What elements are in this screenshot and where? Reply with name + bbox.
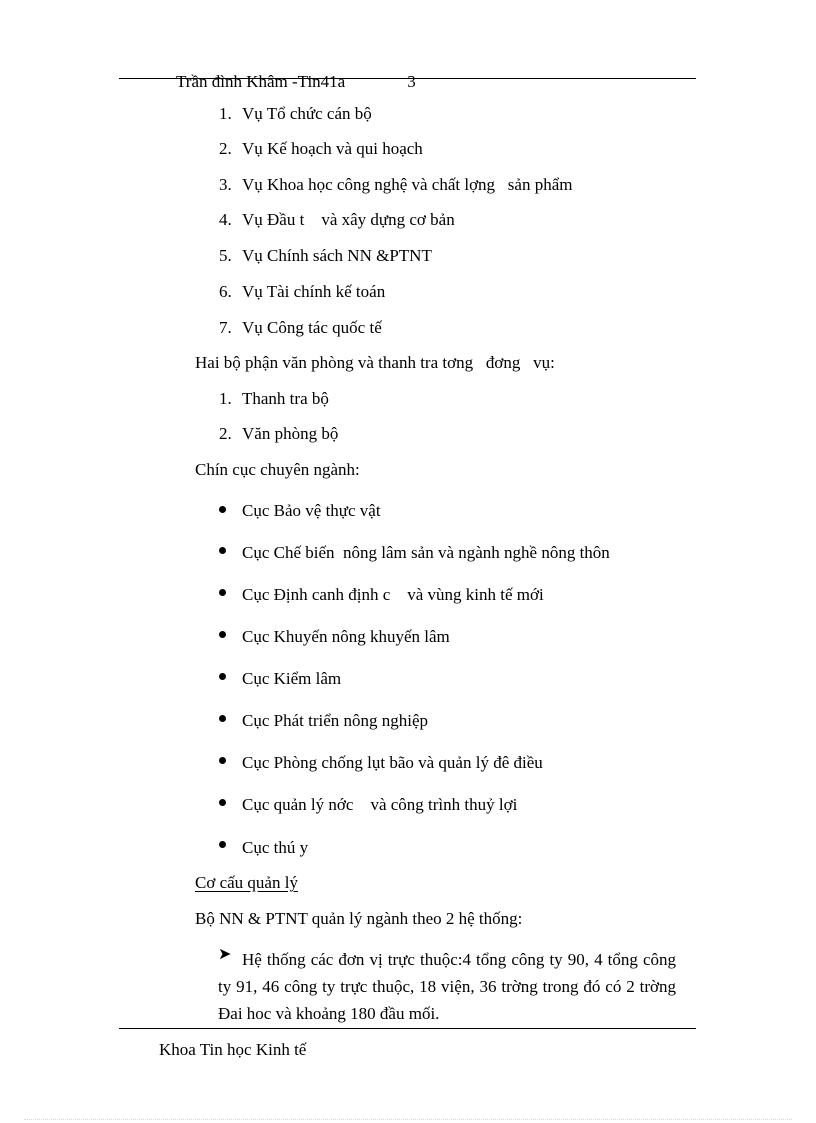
list-item: Cục Phòng chống lụt bão và quản lý đê điều [242, 753, 543, 772]
list-item: Vụ Tổ chức cán bộ [242, 104, 372, 123]
bullet-icon [219, 799, 226, 806]
bullet-icon [219, 589, 226, 596]
list-item: Vụ Khoa học công nghệ và chất lợng sản phẩm [242, 175, 573, 194]
bullet-icon [219, 506, 226, 513]
structure-heading: Cơ cấu quản lý [195, 873, 298, 892]
list-item: Cục quản lý nớc và công trình thuỷ lợi [242, 795, 518, 814]
list-item: Cục Khuyến nông khuyến lâm [242, 627, 450, 646]
list-item: Cục Chế biến nông lâm sản và ngành nghề nông thôn [242, 543, 610, 562]
page-header [159, 52, 416, 112]
list-number: 2. [219, 424, 232, 443]
list-item: Vụ Chính sách NN &PTNT [242, 246, 432, 265]
header-rule [119, 78, 696, 79]
list-item: Cục thú y [242, 838, 309, 857]
list-number: 1. [219, 389, 232, 408]
list-number: 2. [219, 139, 232, 158]
list-item: Vụ Đầu t và xây dựng cơ bản [242, 210, 455, 229]
list-number: 3. [219, 175, 232, 194]
list-item: Vụ Công tác quốc tế [242, 318, 382, 337]
header-page-number: 3 [407, 72, 416, 91]
list-item: Cục Kiểm lâm [242, 669, 342, 688]
bullet-icon [219, 841, 226, 848]
list-item: Cục Phát triển nông nghiệp [242, 711, 429, 730]
list-number: 1. [219, 104, 232, 123]
list-item: Vụ Tài chính kế toán [242, 282, 386, 301]
page-footer: Khoa Tin học Kinh tế [159, 1040, 307, 1059]
structure-paragraph: Hệ thống các đơn vị trực thuộc:4 tổng công ty 90, 4 tổng công ty 91, 46 công ty trực thuộc, 18 viện, 36 trờng trong đó có 2 trờng Đai hoc và khoảng 180 đầu mối. [218, 950, 676, 1023]
bullet-icon [219, 631, 226, 638]
bullet-icon [219, 673, 226, 680]
bullet-icon [219, 715, 226, 722]
list-item: Vụ Kế hoạch và qui hoạch [242, 139, 423, 158]
list-item: Văn phòng bộ [242, 424, 339, 443]
list-number: 4. [219, 210, 232, 229]
arrow-bullet-icon: ➤ [218, 946, 232, 963]
bullet-icon [219, 547, 226, 554]
list-number: 7. [219, 318, 232, 337]
list-item: Thanh tra bộ [242, 389, 329, 408]
header-author: Trần đình Khâm -Tin41a [176, 72, 346, 91]
offices-intro: Hai bộ phận văn phòng và thanh tra tơng đơng vụ: [195, 353, 555, 372]
footer-rule [119, 1028, 696, 1029]
list-item: Cục Định canh định c và vùng kinh tế mới [242, 585, 544, 604]
list-number: 6. [219, 282, 232, 301]
structure-intro: Bộ NN & PTNT quản lý ngành theo 2 hệ thống: [195, 909, 523, 928]
list-number: 5. [219, 246, 232, 265]
agencies-intro: Chín cục chuyên ngành: [195, 460, 360, 479]
bullet-icon [219, 757, 226, 764]
list-item: Cục Bảo vệ thực vật [242, 501, 381, 520]
page-bottom-divider [24, 1119, 792, 1120]
